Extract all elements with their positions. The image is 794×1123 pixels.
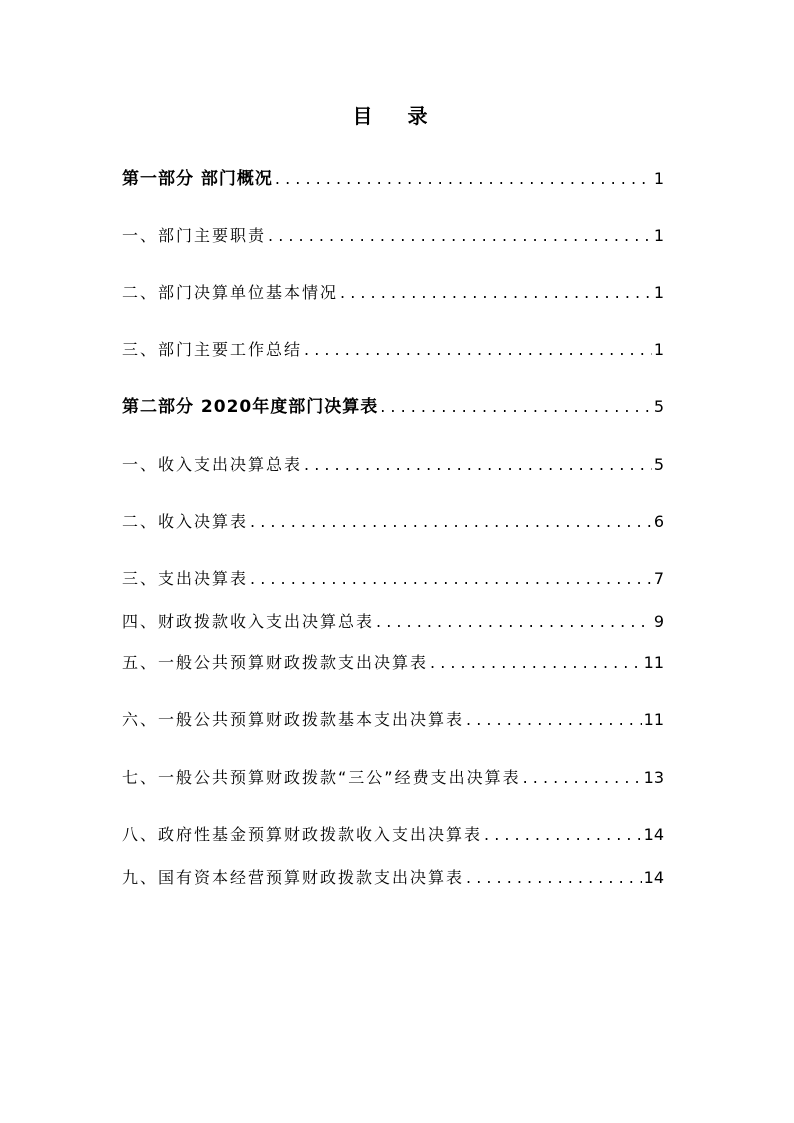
toc-entry[interactable] [122, 650, 664, 676]
toc-leader-dots [275, 166, 652, 192]
toc-entry[interactable] [122, 566, 664, 592]
toc-leader-dots [430, 650, 642, 676]
toc-page-number: 1 [653, 226, 664, 245]
toc-entry-label: 一、收入支出决算总表 [122, 455, 303, 474]
toc-page-number: 5 [653, 397, 664, 416]
toc-page-number: 11 [643, 710, 664, 729]
toc-entry-label: 一、部门主要职责 [122, 226, 267, 245]
toc-title: 目 录 [352, 104, 442, 128]
toc-leader-dots [340, 280, 652, 306]
toc-entry-label: 二、收入决算表 [122, 512, 249, 531]
toc-entry-label: 九、国有资本经营预算财政拨款支出决算表 [122, 868, 465, 887]
toc-page-number: 1 [653, 340, 664, 359]
toc-leader-dots [304, 452, 652, 478]
toc-entry-label: 七、一般公共预算财政拨款“三公”经费支出决算表 [122, 768, 521, 787]
toc-entry[interactable] [122, 865, 664, 891]
toc-page-number: 9 [653, 612, 664, 631]
toc-entry-label: 三、部门主要工作总结 [122, 340, 303, 359]
toc-entry[interactable] [122, 337, 664, 363]
toc-page-number: 11 [643, 653, 664, 672]
toc-entry-label: 第一部分 部门概况 [122, 169, 273, 189]
toc-leader-dots [523, 765, 642, 791]
toc-page-number: 1 [653, 283, 664, 302]
toc-leader-dots [380, 394, 652, 420]
toc-page-number: 14 [643, 868, 664, 887]
toc-leader-dots [304, 337, 652, 363]
toc-page-number: 6 [653, 512, 664, 531]
toc-entry[interactable] [122, 765, 664, 791]
toc-entry[interactable] [122, 394, 664, 420]
toc-leader-dots [484, 822, 642, 848]
toc-page-number: 7 [653, 569, 664, 588]
toc-entry[interactable] [122, 609, 664, 635]
toc-leader-dots [466, 865, 642, 891]
toc-entry-label: 五、一般公共预算财政拨款支出决算表 [122, 653, 429, 672]
toc-page-number: 14 [643, 825, 664, 844]
toc-leader-dots [268, 223, 652, 249]
toc-entry[interactable] [122, 280, 664, 306]
toc-leader-dots [250, 509, 652, 535]
toc-entry-label: 第二部分 2020年度部门决算表 [122, 397, 379, 417]
toc-entry-label: 三、支出决算表 [122, 569, 249, 588]
toc-leader-dots [466, 707, 642, 733]
toc-leader-dots [376, 609, 652, 635]
toc-page-number: 1 [653, 169, 664, 188]
toc-entry-label: 四、财政拨款收入支出决算总表 [122, 612, 375, 631]
toc-entry-label: 六、一般公共预算财政拨款基本支出决算表 [122, 710, 465, 729]
toc-entry-label: 二、部门决算单位基本情况 [122, 283, 339, 302]
toc-entry[interactable] [122, 822, 664, 848]
toc-entry[interactable] [122, 166, 664, 192]
toc-entry[interactable] [122, 509, 664, 535]
toc-entry[interactable] [122, 707, 664, 733]
toc-entry[interactable] [122, 452, 664, 478]
toc-leader-dots [250, 566, 652, 592]
toc-entry[interactable] [122, 223, 664, 249]
toc-entry-label: 八、政府性基金预算财政拨款收入支出决算表 [122, 825, 483, 844]
toc-page-number: 5 [653, 455, 664, 474]
toc-page-number: 13 [643, 768, 664, 787]
